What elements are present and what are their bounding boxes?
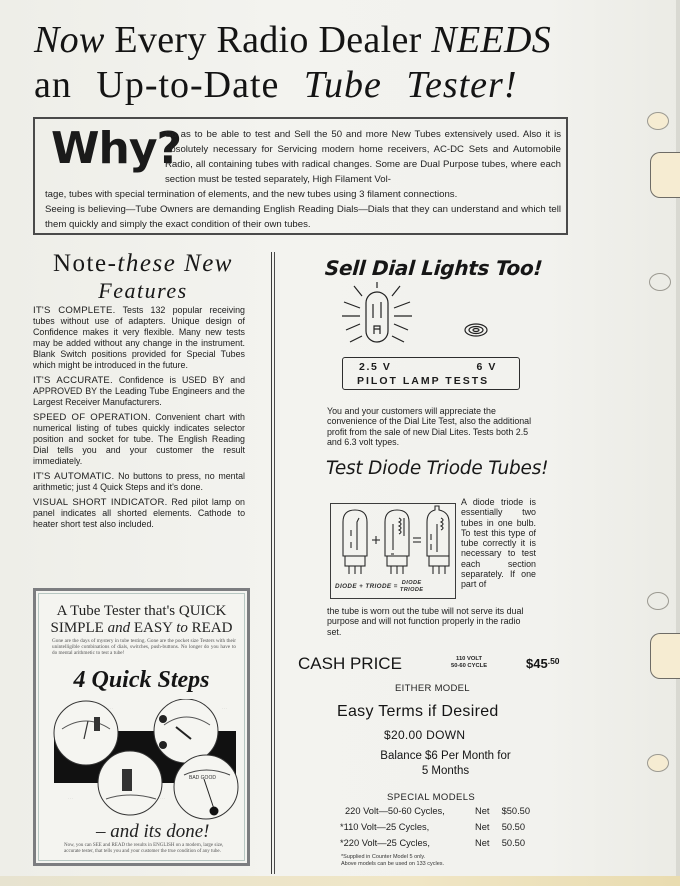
- either-model: EITHER MODEL: [395, 683, 470, 694]
- why-heading: Why?: [51, 123, 182, 174]
- why-paragraph-seeing: Seeing is believing—Tube Owners are demanding English Reading Dials—Dials that they can understand and which tell them quickly and simply the exact condition of their own tubes.: [45, 204, 561, 230]
- dial-lights-description: You and your customers will appreciate the convenience of the Dial Lite Test, also the additional profit from the sale of new Dial Lites. Tests both 2.5 and 6.3 volt types.: [327, 406, 532, 447]
- pilot-lamp-illustration: [340, 282, 540, 352]
- binder-notch-2: [650, 633, 680, 679]
- pilot-lamp-plate: [342, 357, 520, 390]
- diode-triode-title: Test Diode Triode Tubes!: [326, 458, 549, 479]
- tube-diagram-box: [330, 503, 456, 599]
- ad-steps-heading: 4 Quick Steps: [73, 667, 210, 693]
- ad-done-text: – and its done!: [96, 821, 210, 842]
- notes-title-these-new: these New: [117, 250, 233, 277]
- diode-side-text: A diode triode is essentially two tubes in one bulb. To test this type of tube correctly it is necessary to test each section separately. If one part of: [461, 497, 536, 590]
- down-payment: $20.00 DOWN: [384, 728, 466, 742]
- headline-needs: NEEDS: [431, 19, 552, 61]
- tube-diagram-caption: DIODE + TRIODE = DIODE TRIODE: [335, 580, 424, 593]
- headline: [34, 18, 594, 108]
- why-paragraph-bottom: [45, 187, 561, 232]
- feature-automatic: IT'S AUTOMATIC. No buttons to press, no mental arithmetic; just 4 Quick Steps and it's done.: [33, 471, 245, 492]
- page-edge: [676, 0, 680, 886]
- balance-terms: Balance $6 Per Month for 5 Months: [380, 750, 511, 777]
- svg-text:· · ·: · · ·: [68, 796, 73, 800]
- why-paragraph-top: So as to be able to test and Sell the 50 and more New Tubes extensively used. Also it is absolutely necessary for Servicing modern home receivers, AC-DC Sets and Automobile Radio, all containing tubes with radical changes. Some are Dual Purpose tubes, where each section must be tested separately, High Filament Vol-: [165, 129, 561, 185]
- notes-title: [38, 250, 248, 304]
- headline-tube: Tube: [303, 64, 382, 106]
- column-divider: [271, 252, 275, 874]
- feature-speed: SPEED OF OPERATION. Convenient chart with numerical listing of tubes quickly indicates selector position and socket for tube. The English Reading Dial tells you and your customer the result immediately.: [33, 412, 245, 466]
- quick-steps-ad: [33, 588, 250, 866]
- why-box: [33, 117, 568, 235]
- ad-title-line2: SIMPLE and EASY to READ: [50, 620, 233, 636]
- feature-complete: IT'S COMPLETE. Tests 132 popular receiving tubes without use of adapters. Unique design of Confidence makes it very flexible. Many new tests may be added without any change in the instrument. Blank Switch positions provided for Special Tubes which might be introduced in the future.: [33, 305, 245, 370]
- ad-intro: Gone are the days of mystery in tube testing. Gone are the pocket size Testers with their unintelligible combinations of dials, switches, push-buttons. No longer do you have to do mental arithmetic to test a tube!: [52, 638, 236, 656]
- headline-an: an: [34, 64, 72, 106]
- binder-hole-1: [647, 112, 669, 130]
- ad-title: [36, 603, 247, 637]
- easy-terms: Easy Terms if Desired: [337, 703, 499, 720]
- binder-hole-2: [649, 273, 671, 291]
- headline-middle: Every Radio Dealer: [114, 19, 422, 61]
- special-models-note: *Supplied in Counter Model 5 only. Above models can be used on 133 cycles.: [341, 854, 445, 867]
- ad-footer: Now, you can SEE and READ the results in ENGLISH on a modern, large size, accurate tester, that tells you and your customer the true condition of any tube.: [64, 843, 224, 854]
- lamp-voltage-6: 6 V: [476, 361, 497, 373]
- svg-text:· · ·: · · ·: [160, 796, 165, 800]
- features-list: [33, 305, 245, 534]
- cash-price-amount: $\$45^{.50}$: [526, 656, 560, 671]
- why-paragraph-line: tage, tubes with special termination of elements, and the new tubes using 3 filament connections.: [45, 189, 458, 200]
- pilot-lamp-caption: PILOT LAMP TESTS: [357, 375, 490, 387]
- binder-notch-1: [650, 152, 680, 198]
- quick-steps-illustration: [46, 699, 242, 821]
- tube-diagram: [331, 504, 455, 580]
- feature-short-indicator: VISUAL SHORT INDICATOR. Red pilot lamp on panel indicates all shorted elements. Cathode to heater short test also included.: [33, 497, 245, 529]
- headline-now: Now: [34, 19, 105, 61]
- page-bottom-edge: [0, 876, 680, 886]
- cash-price-label: CASH PRICE: [298, 654, 402, 673]
- diode-bottom-text: the tube is worn out the tube will not serve its dual purpose and will not function properly in the radio set.: [327, 606, 524, 637]
- headline-up-to-date: Up-to-Date: [96, 64, 280, 106]
- special-models-heading: SPECIAL MODELS: [387, 792, 476, 803]
- feature-accurate: IT'S ACCURATE. Confidence is USED BY and APPROVED BY the Leading Tube Engineers and the Largest Receiver Manufacturers.: [33, 375, 246, 407]
- binder-hole-4: [647, 754, 669, 772]
- dial-lights-title: Sell Dial Lights Too!: [324, 256, 544, 280]
- headline-tester: Tester!: [406, 64, 518, 106]
- svg-text:· · ·: · · ·: [222, 706, 227, 710]
- binder-hole-3: [647, 592, 669, 610]
- notes-title-features: Features: [98, 278, 188, 303]
- svg-text:· · ·: · · ·: [108, 706, 113, 710]
- notes-title-note: Note-: [53, 250, 118, 277]
- svg-text:BAD GOOD: BAD GOOD: [189, 775, 216, 781]
- cash-price-voltage: 110 VOLT 50-60 CYCLE: [451, 656, 488, 669]
- lamp-voltage-2-5: 2.5 V: [359, 361, 392, 373]
- ad-title-line1: A Tube Tester that's QUICK: [56, 603, 227, 619]
